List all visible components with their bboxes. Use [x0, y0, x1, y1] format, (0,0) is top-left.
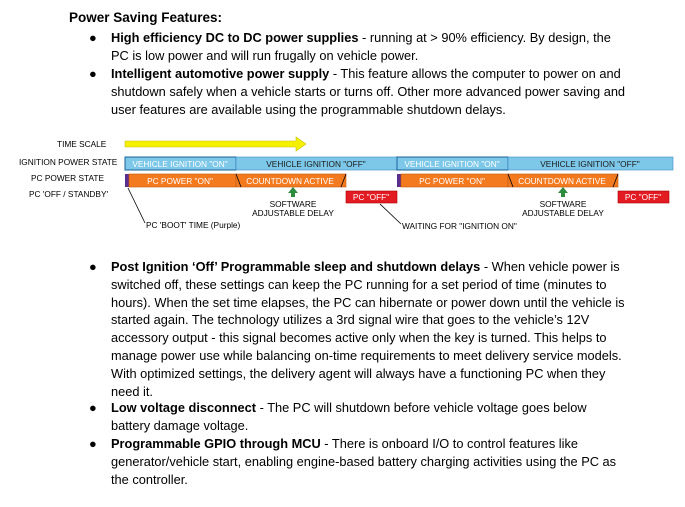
ignition-on-label-1: VEHICLE IGNITION "ON": [132, 159, 228, 169]
boot-segment-1: [125, 174, 129, 187]
timing-diagram-svg: [0, 134, 685, 234]
bullet-title: Intelligent automotive power supply: [111, 66, 330, 81]
bullet-automotive-supply: [89, 65, 626, 118]
row-label-pc-off: PC 'OFF / STANDBY': [29, 189, 109, 199]
waiting-pointer-line: [380, 204, 401, 224]
ignition-off-label-1: VEHICLE IGNITION "OFF": [266, 159, 366, 169]
bullet-title: High efficiency DC to DC power supplies: [111, 30, 359, 45]
pc-on-label-1: PC POWER "ON": [147, 176, 213, 186]
delay-label-2: ADJUSTABLE DELAY: [522, 208, 604, 218]
bullet-title: Post Ignition ‘Off’ Programmable sleep and shutdown delays: [111, 259, 481, 274]
pc-on-label-2: PC POWER "ON": [419, 176, 485, 186]
boot-note: PC 'BOOT' TIME (Purple): [146, 220, 241, 230]
power-state-diagram: [0, 134, 685, 234]
bullet-dot: ●: [89, 436, 97, 451]
waiting-note: WAITING FOR "IGNITION ON": [402, 221, 517, 231]
countdown-label-1: COUNTDOWN ACTIVE: [246, 176, 334, 186]
bullet-dot: ●: [89, 30, 97, 45]
ignition-on-label-2: VEHICLE IGNITION "ON": [404, 159, 500, 169]
bullet-gpio: [89, 435, 626, 488]
ignition-off-label-2: VEHICLE IGNITION "OFF": [540, 159, 640, 169]
bullet-efficiency: [89, 29, 626, 65]
bullet-text: - This feature allows the computer to power on and shutdown safely when a vehicle starts or turns off. Other more advanced power saving and user features are available using the programmable shutdown delays.: [111, 66, 626, 117]
delay-arrow-2-icon: [558, 187, 568, 197]
pc-off-label-2: PC "OFF": [624, 192, 662, 202]
bullet-title: Low voltage disconnect: [111, 400, 257, 415]
bullet-low-voltage: [89, 399, 626, 435]
section-heading: Power Saving Features:: [69, 10, 223, 25]
bullet-text: - There is onboard I/O to control features like generator/vehicle start, enabling engine-based battery charging activities using the PC as the controller.: [111, 436, 617, 487]
software-label-1: SOFTWARE: [269, 199, 317, 209]
bullet-dot: ●: [89, 66, 97, 81]
bullet-title: Programmable GPIO through MCU: [111, 436, 321, 451]
software-label-2: SOFTWARE: [539, 199, 587, 209]
delay-label-1: ADJUSTABLE DELAY: [252, 208, 334, 218]
bullet-text: - When vehicle power is switched off, these settings can keep the PC running for a set period of time (minutes to hours). When the set time elapses, the PC can hibernate or power down until the vehicle is started again. The technology utilizes a 3rd signal wire that goes to the vehicle’s 12V accessory output - this signal becomes active only when the key is turned. This helps to manage power use while balancing on-time requirements to meet delivery service models. With optimized settings, the delivery agent will always have a functioning PC when they need it.: [111, 259, 625, 399]
bullet-text: - running at > 90% efficiency. By design, the PC is low power and will run frugally on vehicle power.: [111, 30, 611, 63]
pc-off-label-1: PC "OFF": [352, 192, 390, 202]
countdown-label-2: COUNTDOWN ACTIVE: [518, 176, 606, 186]
boot-pointer-line: [128, 188, 145, 223]
bullet-text: - The PC will shutdown before vehicle voltage goes below battery damage voltage.: [111, 400, 587, 433]
delay-arrow-1-icon: [288, 187, 298, 197]
bullet-dot: ●: [89, 400, 97, 415]
row-label-ignition: IGNITION POWER STATE: [19, 157, 118, 167]
boot-segment-2: [397, 174, 401, 187]
row-label-time-scale: TIME SCALE: [57, 139, 107, 149]
bullet-dot: ●: [89, 259, 97, 274]
row-label-pc-power: PC POWER STATE: [31, 173, 104, 183]
time-scale-arrow: [125, 137, 306, 151]
bullet-post-ignition: [89, 258, 626, 400]
